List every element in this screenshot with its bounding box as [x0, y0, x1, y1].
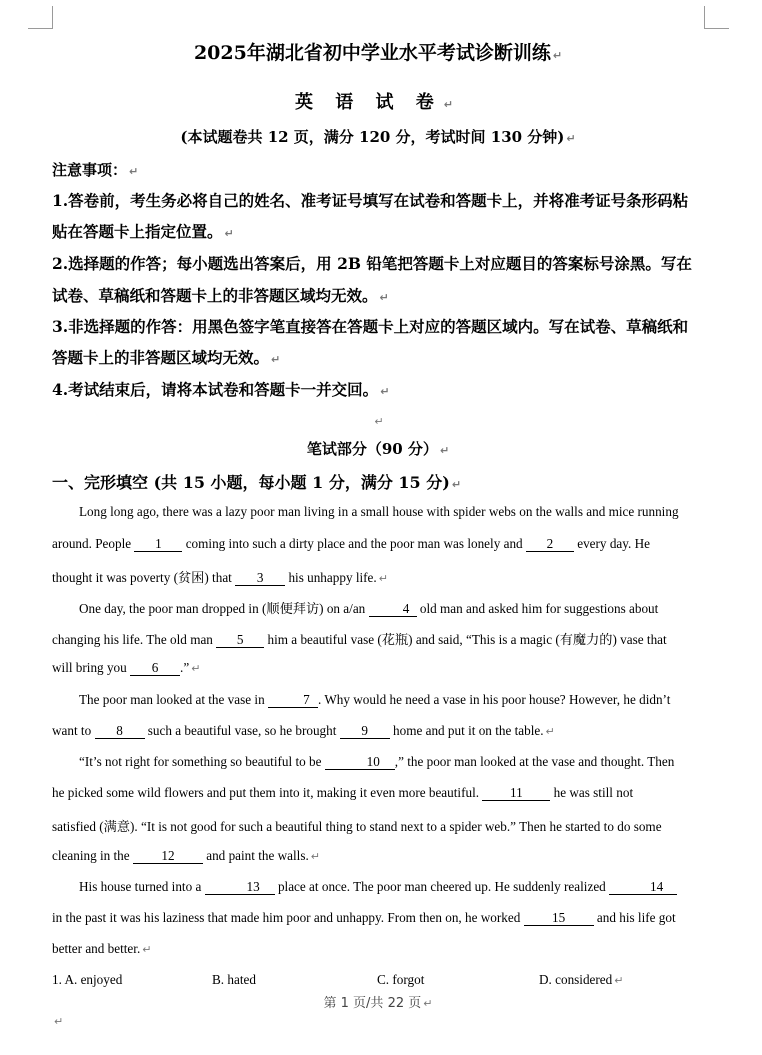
notice-line: 试卷、草稿纸和答题卡上的非答题区域均无效。 ↵ — [52, 286, 389, 305]
passage-line: want to 8 such a beautiful vase, so he brought 9 home and put it on the table. ↵ — [52, 723, 555, 738]
passage-line: thought it was poverty (贫困) that 3 his unhappy life. ↵ — [52, 570, 388, 585]
blank-2: 2 — [526, 537, 574, 552]
blank-8: 8 — [95, 724, 145, 739]
blank-3: 3 — [235, 571, 285, 586]
question-1-options — [52, 972, 704, 988]
passage-line: in the past it was his laziness that made him poor and unhappy. From then on, he worked 15 and his life got — [52, 910, 676, 925]
passage-line: cleaning in the 12 and paint the walls. ↵ — [52, 848, 320, 863]
blank-12: 12 — [133, 849, 203, 864]
part-title: 一、完形填空 (共 15 小题，每小题 1 分，满分 15 分) ↵ — [52, 473, 462, 492]
crop-mark — [52, 6, 53, 29]
passage-line: Long long ago, there was a lazy poor man living in a small house with spider webs on the walls and mice running — [79, 504, 679, 519]
option-a: 1. A. enjoyed — [52, 972, 123, 987]
blank-13: 13 — [205, 880, 275, 895]
passage-line: One day, the poor man dropped in (顺便拜访) on a/an 4 old man and asked him for suggestions about — [79, 601, 659, 616]
notice-line: 4.考试结束后，请将本试卷和答题卡一并交回。 ↵ — [52, 380, 390, 399]
notice-line: 1.答卷前，考生务必将自己的姓名、准考证号填写在试卷和答题卡上，并将准考证号条形码粘 — [52, 191, 689, 210]
passage-line: he picked some wild flowers and put them into it, making it even more beautiful. 11 he was still not — [52, 785, 634, 800]
crop-mark — [704, 28, 729, 29]
blank-11: 11 — [482, 786, 550, 801]
page-footer: 第 1 页/共 22 页 ↵ — [323, 996, 433, 1011]
blank-7: 7 — [268, 693, 318, 708]
passage-line: satisfied (满意). “It is not good for such a beautiful thing to stand next to a spider web.” Then he started to do some — [52, 819, 662, 834]
blank-9: 9 — [340, 724, 390, 739]
option-c: C. forgot — [377, 972, 425, 987]
notice-line: 答题卡上的非答题区域均无效。 ↵ — [52, 348, 281, 367]
passage-line: “It’s not right for something so beautiful to be 10 ,” the poor man looked at the vase and thought. Then — [79, 754, 675, 769]
blank-1: 1 — [134, 537, 182, 552]
subject-title: 英 语 试 卷 ↵ — [294, 92, 462, 113]
section-title: 笔试部分（90 分） ↵ — [306, 440, 450, 458]
notice-line: 贴在答题卡上指定位置。 ↵ — [52, 222, 234, 241]
crop-mark — [28, 28, 53, 29]
blank-6: 6 — [130, 661, 180, 676]
crop-mark — [704, 6, 705, 29]
option-d: D. considered ↵ — [539, 972, 624, 987]
notice-line: 2.选择题的作答；每小题选出答案后，用 2B 铅笔把答题卡上对应题目的答案标号涂黑。写在 — [52, 254, 692, 273]
exam-info: (本试题卷共 12 页，满分 120 分，考试时间 130 分钟) ↵ — [180, 128, 576, 146]
passage-line: The poor man looked at the vase in 7 . Why would he need a vase in his poor house? However, he didn’t — [79, 692, 671, 707]
notice-heading: 注意事项： ↵ — [52, 161, 139, 179]
passage-line: His house turned into a 13 place at once. The poor man cheered up. He suddenly realized 14 — [52, 879, 704, 895]
passage-line: will bring you 6 .” ↵ — [52, 660, 201, 675]
blank-10: 10 — [325, 755, 395, 770]
passage-line: better and better. ↵ — [52, 941, 152, 956]
notice-line: 3.非选择题的作答：用黑色签字笔直接答在答题卡上对应的答题区域内。写在试卷、草稿纸和 — [52, 317, 689, 336]
blank-4: 4 — [369, 602, 417, 617]
empty-paragraph-mark: ↵ — [374, 415, 384, 428]
blank-14: 14 — [609, 880, 677, 895]
empty-paragraph-mark: ↵ — [54, 1015, 64, 1028]
document-title: 2025年湖北省初中学业水平考试诊断训练 ↵ — [193, 42, 563, 64]
blank-15: 15 — [524, 911, 594, 926]
passage-line: around. People 1 coming into such a dirty place and the poor man was lonely and 2 every day. He — [52, 536, 650, 551]
passage-line: changing his life. The old man 5 him a beautiful vase (花瓶) and said, “This is a magic (有魔力的) vase that — [52, 632, 667, 647]
option-b: B. hated — [212, 972, 256, 987]
blank-5: 5 — [216, 633, 264, 648]
